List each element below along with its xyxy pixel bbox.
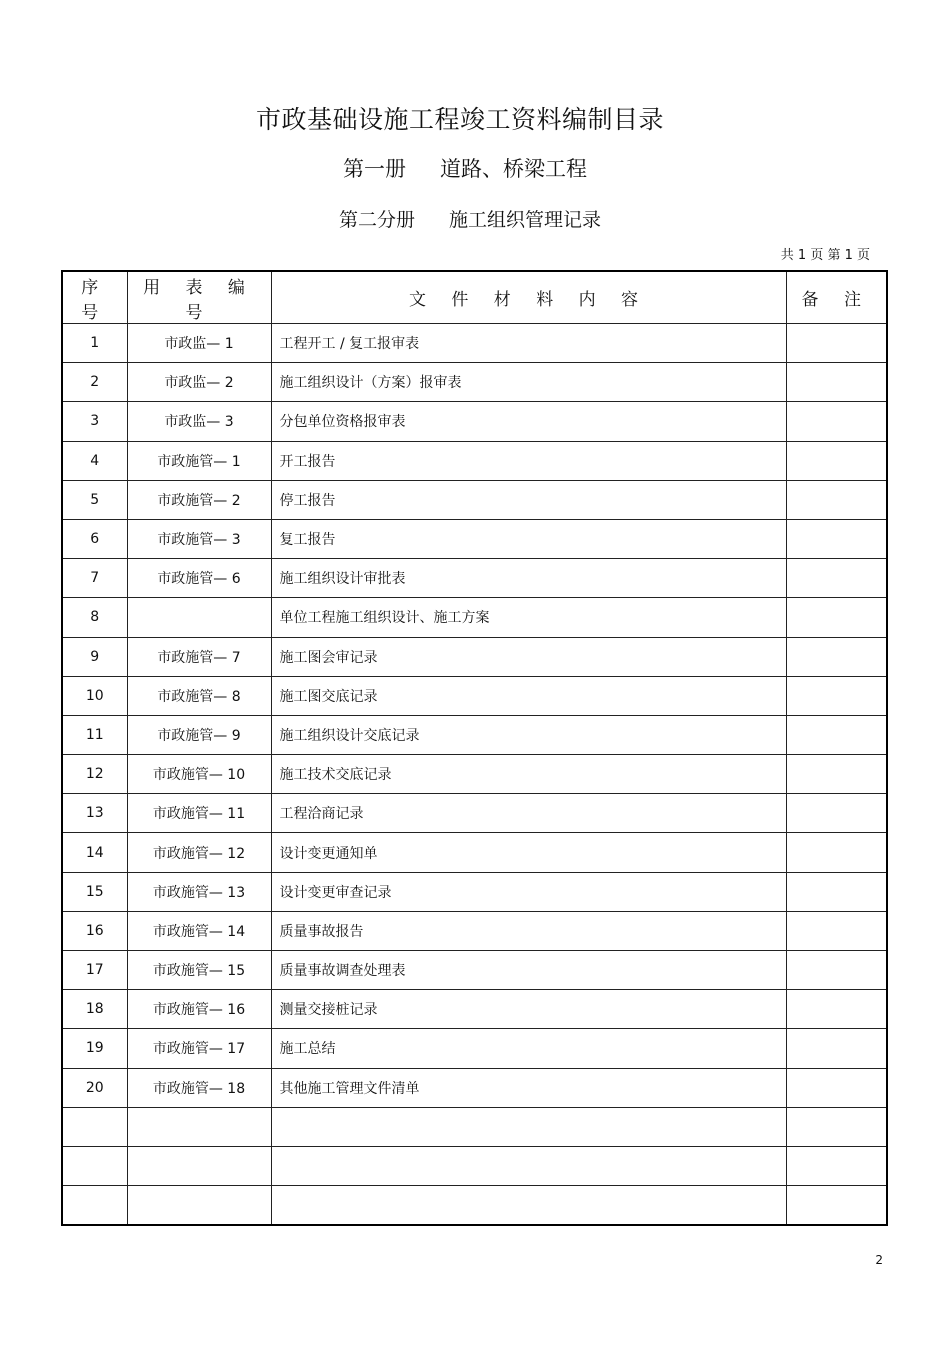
remark-cell	[786, 794, 887, 833]
remark-cell	[786, 1068, 887, 1107]
form-code: 市政施管— 2	[127, 480, 271, 519]
form-code	[127, 598, 271, 637]
table-row	[62, 519, 887, 558]
document-name: 质量事故报告	[271, 911, 786, 950]
row-number: 15	[62, 872, 127, 911]
form-code: 市政监— 3	[127, 402, 271, 441]
row-number	[62, 1186, 127, 1226]
document-name	[271, 1107, 786, 1146]
table-row	[62, 1186, 887, 1226]
table-row	[62, 363, 887, 402]
row-number: 8	[62, 598, 127, 637]
document-name: 复工报告	[271, 519, 786, 558]
remark-cell	[786, 676, 887, 715]
document-name: 工程洽商记录	[271, 794, 786, 833]
table-row	[62, 794, 887, 833]
header-remark: 备 注	[786, 271, 887, 324]
form-code: 市政监— 2	[127, 363, 271, 402]
row-number: 14	[62, 833, 127, 872]
document-title: 市政基础设施工程竣工资料编制目录	[255, 105, 664, 134]
row-number: 6	[62, 519, 127, 558]
row-number: 10	[62, 676, 127, 715]
row-number: 18	[62, 990, 127, 1029]
document-name: 施工组织设计审批表	[271, 559, 786, 598]
subvolume-label: 第二分册	[338, 209, 415, 231]
row-number	[62, 1107, 127, 1146]
document-name: 工程开工 / 复工报审表	[271, 324, 786, 363]
row-number: 16	[62, 911, 127, 950]
form-code: 市政施管— 17	[127, 1029, 271, 1068]
page-info: 共 1 页 第 1 页	[780, 248, 870, 263]
remark-cell	[786, 833, 887, 872]
subvolume-name: 施工组织管理记录	[449, 209, 602, 231]
header-content: 文 件 材 料 内 容	[271, 271, 786, 324]
table-row	[62, 480, 887, 519]
row-number: 7	[62, 559, 127, 598]
form-code: 市政施管— 10	[127, 755, 271, 794]
table-row	[62, 911, 887, 950]
form-code: 市政施管— 18	[127, 1068, 271, 1107]
table-row	[62, 1029, 887, 1068]
document-name: 分包单位资格报审表	[271, 402, 786, 441]
header-no: 序 号	[62, 271, 127, 324]
document-name: 测量交接桩记录	[271, 990, 786, 1029]
remark-cell	[786, 1186, 887, 1226]
document-name: 质量事故调查处理表	[271, 951, 786, 990]
table-header-row	[62, 271, 887, 324]
table-row	[62, 598, 887, 637]
form-code: 市政施管— 15	[127, 951, 271, 990]
remark-cell	[786, 402, 887, 441]
row-number: 9	[62, 637, 127, 676]
row-number: 4	[62, 441, 127, 480]
document-name: 施工技术交底记录	[271, 755, 786, 794]
remark-cell	[786, 911, 887, 950]
remark-cell	[786, 1107, 887, 1146]
row-number: 11	[62, 715, 127, 754]
table-row	[62, 1068, 887, 1107]
document-name: 施工图交底记录	[271, 676, 786, 715]
table-row	[62, 402, 887, 441]
form-code	[127, 1107, 271, 1146]
row-number: 3	[62, 402, 127, 441]
form-code: 市政施管— 1	[127, 441, 271, 480]
document-name: 单位工程施工组织设计、施工方案	[271, 598, 786, 637]
volume-name: 道路、桥梁工程	[440, 157, 587, 181]
form-code: 市政施管— 13	[127, 872, 271, 911]
form-code: 市政施管— 6	[127, 559, 271, 598]
form-code: 市政施管— 14	[127, 911, 271, 950]
table-row	[62, 990, 887, 1029]
remark-cell	[786, 559, 887, 598]
remark-cell	[786, 480, 887, 519]
document-name	[271, 1146, 786, 1185]
table-row	[62, 1146, 887, 1185]
remark-cell	[786, 441, 887, 480]
volume-heading	[0, 153, 930, 183]
form-code: 市政施管— 9	[127, 715, 271, 754]
row-number: 19	[62, 1029, 127, 1068]
row-number: 17	[62, 951, 127, 990]
row-number: 12	[62, 755, 127, 794]
document-name: 其他施工管理文件清单	[271, 1068, 786, 1107]
form-code: 市政施管— 12	[127, 833, 271, 872]
row-number: 20	[62, 1068, 127, 1107]
document-name: 施工总结	[271, 1029, 786, 1068]
subvolume-heading	[0, 205, 940, 232]
row-number: 2	[62, 363, 127, 402]
remark-cell	[786, 637, 887, 676]
form-code: 市政施管— 11	[127, 794, 271, 833]
document-name: 开工报告	[271, 441, 786, 480]
table-row	[62, 833, 887, 872]
form-code	[127, 1186, 271, 1226]
form-code: 市政监— 1	[127, 324, 271, 363]
table-row	[62, 441, 887, 480]
table-row	[62, 1107, 887, 1146]
document-name: 设计变更审查记录	[271, 872, 786, 911]
table-row	[62, 324, 887, 363]
table-row	[62, 559, 887, 598]
form-code: 市政施管— 3	[127, 519, 271, 558]
row-number: 13	[62, 794, 127, 833]
table-row	[62, 951, 887, 990]
form-code: 市政施管— 16	[127, 990, 271, 1029]
document-name: 施工组织设计交底记录	[271, 715, 786, 754]
remark-cell	[786, 990, 887, 1029]
table-row	[62, 872, 887, 911]
form-code: 市政施管— 8	[127, 676, 271, 715]
remark-cell	[786, 1029, 887, 1068]
table-row	[62, 637, 887, 676]
form-code	[127, 1146, 271, 1185]
document-name: 停工报告	[271, 480, 786, 519]
volume-label: 第一册	[343, 157, 406, 181]
remark-cell	[786, 1146, 887, 1185]
document-name: 施工图会审记录	[271, 637, 786, 676]
remark-cell	[786, 872, 887, 911]
header-code: 用 表 编 号	[127, 271, 271, 324]
remark-cell	[786, 755, 887, 794]
remark-cell	[786, 324, 887, 363]
row-number: 1	[62, 324, 127, 363]
remark-cell	[786, 519, 887, 558]
row-number	[62, 1146, 127, 1185]
remark-cell	[786, 715, 887, 754]
table-row	[62, 755, 887, 794]
row-number: 5	[62, 480, 127, 519]
table-row	[62, 676, 887, 715]
page-number: 2	[875, 1253, 883, 1267]
document-name: 施工组织设计（方案）报审表	[271, 363, 786, 402]
remark-cell	[786, 951, 887, 990]
form-code: 市政施管— 7	[127, 637, 271, 676]
document-name	[271, 1186, 786, 1226]
table-row	[62, 715, 887, 754]
catalog-table	[61, 270, 888, 1226]
remark-cell	[786, 363, 887, 402]
remark-cell	[786, 598, 887, 637]
document-name: 设计变更通知单	[271, 833, 786, 872]
